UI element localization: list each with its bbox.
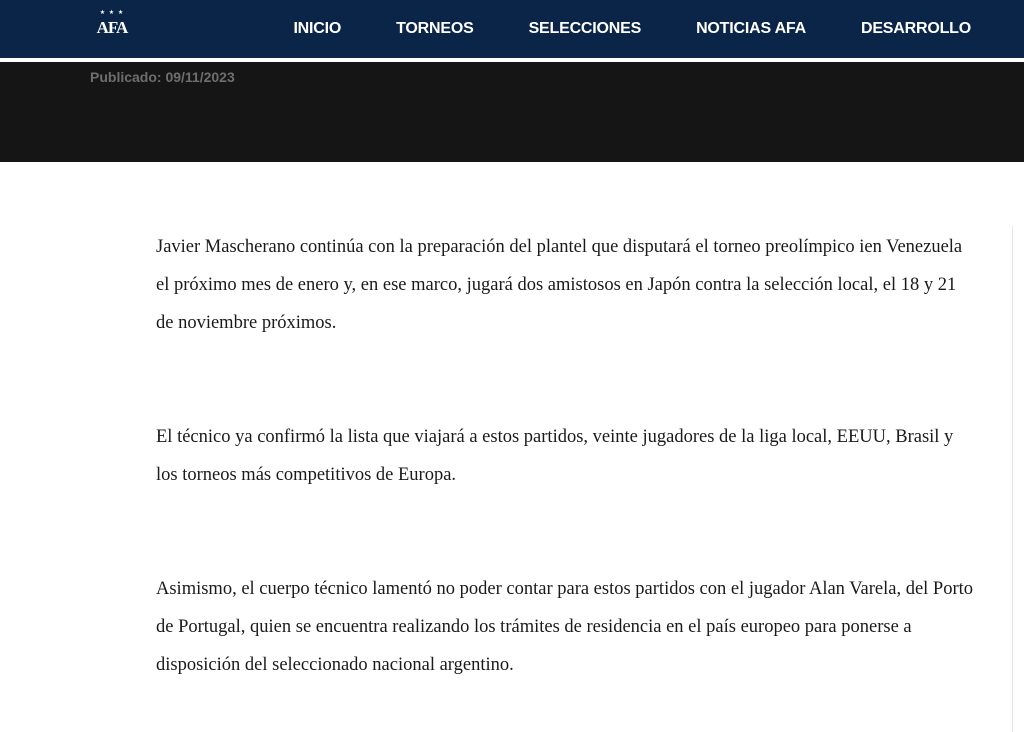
article-paragraph: El técnico ya confirmó la lista que viajará a estos partidos, veinte jugadores de la liga local, EEUU, Brasil y los torneos más competitivos de Europa. — [156, 427, 954, 485]
top-navbar — [0, 0, 1024, 60]
nav-item-torneos[interactable]: TORNEOS — [396, 20, 474, 37]
nav-item-inicio[interactable]: INICIO — [293, 20, 342, 37]
nav-item-noticias-afa[interactable]: NOTICIAS AFA — [696, 20, 806, 37]
article-body — [156, 228, 976, 684]
logo-mark: AFA — [96, 18, 128, 37]
logo-stars: ★ ★ ★ — [99, 10, 125, 16]
nav-item-selecciones[interactable]: SELECCIONES — [528, 20, 642, 37]
sidebar-divider — [1012, 226, 1013, 732]
afa-logo[interactable] — [96, 10, 128, 50]
publish-date: Publicado: 09/11/2023 — [90, 69, 235, 85]
main-menu — [293, 0, 971, 58]
nav-item-desarrollo[interactable]: DESARROLLO — [860, 20, 971, 37]
article-paragraph: Javier Mascherano continúa con la preparación del plantel que disputará el torneo preolímpico ien Venezuela el próximo mes de enero y, en ese marco, jugará dos amistosos en Japón contra la selección local, el 18 y 21 de noviembre próximos. — [156, 237, 963, 333]
article-hero — [0, 62, 1024, 162]
article-paragraph: Asimismo, el cuerpo técnico lamentó no poder contar para estos partidos con el jugador Alan Varela, del Porto de Portugal, quien se encuentra realizando los trámites de residencia en el país europeo para ponerse a disposición del seleccionado nacional argentino. — [156, 579, 974, 675]
